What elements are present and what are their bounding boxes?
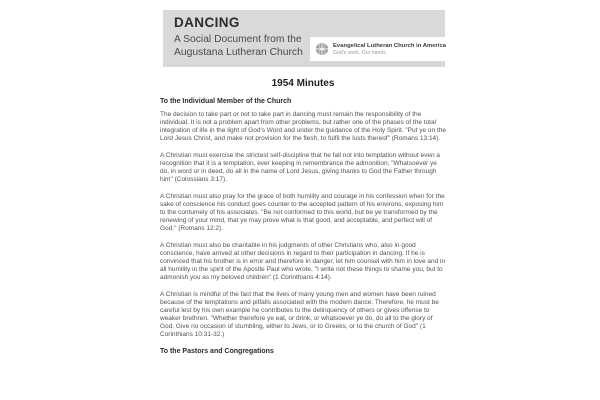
org-name: Evangelical Lutheran Church in America — [333, 42, 447, 49]
document-body — [160, 78, 446, 355]
section-heading-pastors-congregations: To the Pastors and Congregations — [160, 348, 274, 355]
body-paragraph: A Christian must exercise the strictest self-discipline that he fall not into temptation without even a recognition that it is a temptation, ever keeping in remembrance the admonition, "Whatsoever ye do, in word or in deed, do all in the name of Lord Jesus, giving thanks to God the Father through him" (Colossians 3:17). — [160, 152, 440, 183]
body-paragraph: A Christian is mindful of the fact that the lives of many young men and women have been ruined because of the temptations and pitfalls associated with the modern dance. Therefore, he must be careful lest by his own example he contributes to the delinquency of others or gives offense to weaker brethren. "Whether therefore ye eat, or drink, or whatsoever ye do, do all to the glory of God. Give no occasion of stumbling, either to Jews, or to Greeks, or to the church of God" (1 Corinthians 10:31-32.) — [160, 291, 439, 338]
document-subtitle-line1: A Social Document from the — [174, 34, 302, 45]
document-series-title: DANCING — [174, 15, 240, 30]
section-heading-individual-member: To the Individual Member of the Church — [160, 98, 292, 105]
page-title: 1954 Minutes — [271, 78, 335, 89]
body-paragraph: A Christian must also pray for the grace of both humility and courage in his confession when for the sake of conscience his conduct goes counter to the accepted pattern of his environs, exposing him to the contumely of his associates. "Be not conformed to this world, but be ye transformed by the renewing of your mind, that ye may prove what is that good, and acceptable, and perfect will of God." (Romans 12:2). — [160, 193, 445, 232]
elca-logo-box — [310, 37, 448, 61]
elca-emblem-icon — [315, 42, 329, 56]
org-tagline: God's work. Our hands. — [333, 49, 388, 56]
body-paragraph: The decision to take part or not to take part in dancing must remain the responsibility of the individual. It is not a problem apart from other problems, but rather one of the phases of the total integration of life in the light of God's Word and under the guidance of the Holy Spirit. "Put ye on the Lord Jesus Christ, and make not provision for the flesh, to fulfil the lusts thereof" (Romans 13:14). — [160, 111, 446, 142]
document-subtitle-line2: Augustana Lutheran Church — [174, 47, 303, 58]
elca-logo-text — [333, 43, 446, 56]
body-paragraph: A Christian must also be charitable in his judgments of other Christians who, also in good conscience, have arrived at other decisions in regard to their participation in dancing. If he is convinced that his brother is in error and therefore in danger, let him counsel with him in love and in all humility in the spirit of the Apostle Paul who wrote, "I write not these things to shame you, but to admonish you as my beloved children" (1 Corinthians 4:14). — [160, 242, 446, 281]
